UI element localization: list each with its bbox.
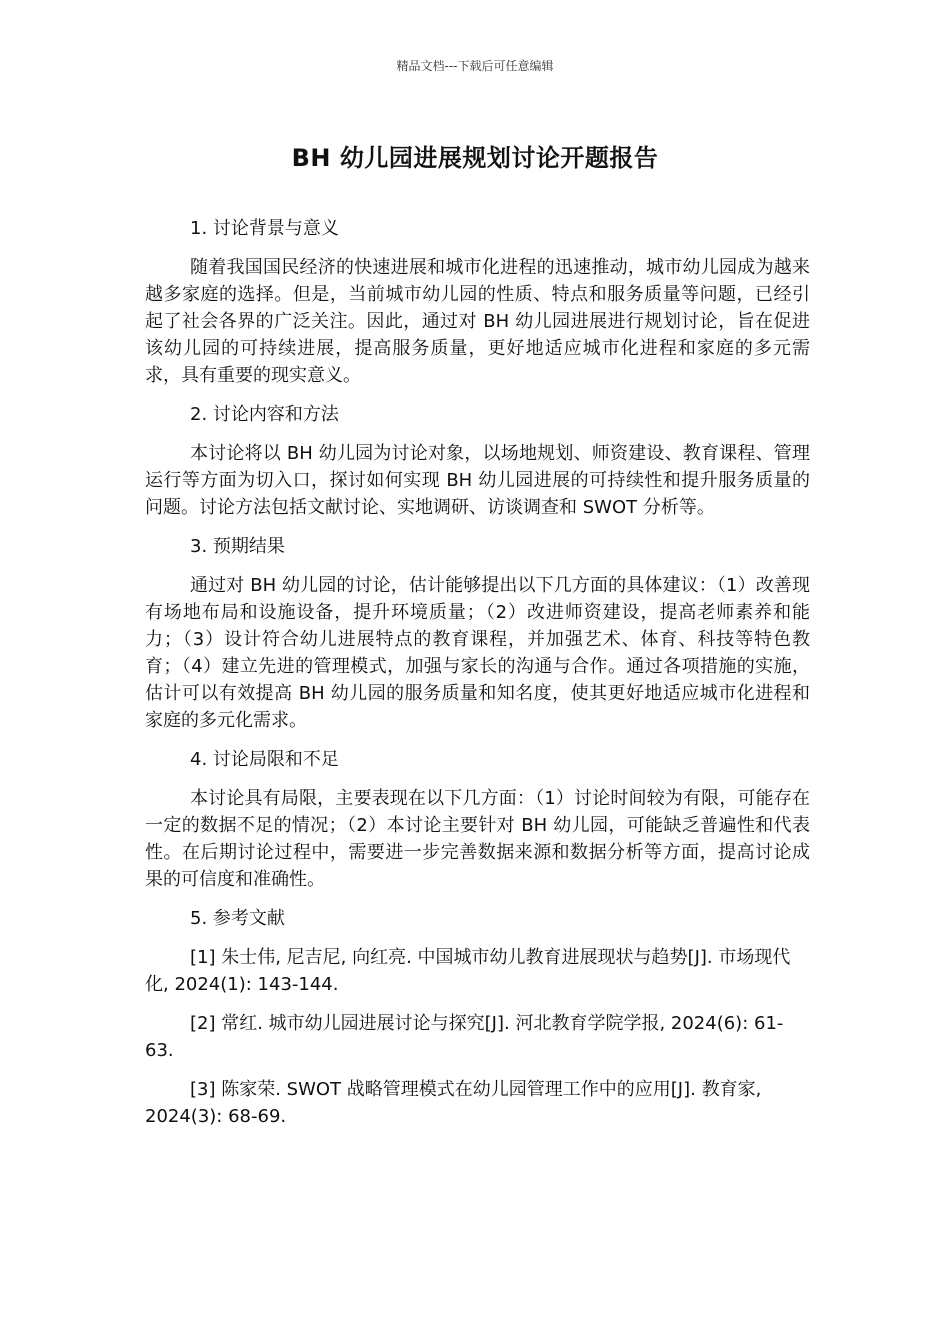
section-body-limitations: 本讨论具有局限，主要表现在以下几方面：（1）讨论时间较为有限，可能存在一定的数据不足的情况；（2）本讨论主要针对 BH 幼儿园，可能缺乏普遍性和代表性。在后期讨论过程中，需要进一步完善数据来源和数据分析等方面，提高讨论成果的可信度和准确性。 <box>145 788 810 890</box>
section-body-expected-results: 通过对 BH 幼儿园的讨论，估计能够提出以下几方面的具体建议：（1）改善现有场地布局和设施设备，提升环境质量；（2）改进师资建设，提高老师素养和能力；（3）设计符合幼儿进展特点的教育课程，并加强艺术、体育、科技等特色教育；（4）建立先进的管理模式，加强与家长的沟通与合作。通过各项措施的实施，估计可以有效提高 BH 幼儿园的服务质量和知名度，使其更好地适应城市化进程和家庭的多元化需求。 <box>145 575 810 731</box>
section-heading-limitations: 4. 讨论局限和不足 <box>190 749 339 770</box>
page-header: 精品文档---下载后可任意编辑 <box>396 59 554 73</box>
document-title: BH 幼儿园进展规划讨论开题报告 <box>291 144 659 172</box>
reference-item: [2] 常红. 城市幼儿园进展讨论与探究[J]. 河北教育学院学报, 2024(6): 61-63. <box>145 1013 784 1061</box>
section-body-content-method: 本讨论将以 BH 幼儿园为讨论对象，以场地规划、师资建设、教育课程、管理运行等方面为切入口，探讨如何实现 BH 幼儿园进展的可持续性和提升服务质量的问题。讨论方法包括文献讨论、实地调研、访谈调查和 SWOT 分析等。 <box>145 443 810 518</box>
section-body-background: 随着我国国民经济的快速进展和城市化进程的迅速推动，城市幼儿园成为越来越多家庭的选择。但是，当前城市幼儿园的性质、特点和服务质量等问题，已经引起了社会各界的广泛关注。因此，通过对 BH 幼儿园进展进行规划讨论，旨在促进该幼儿园的可持续进展，提高服务质量，更好地适应城市化进程和家庭的多元需求，具有重要的现实意义。 <box>145 257 810 386</box>
section-heading-content-method: 2. 讨论内容和方法 <box>190 404 339 425</box>
reference-item: [1] 朱士伟, 尼吉尼, 向红亮. 中国城市幼儿教育进展现状与趋势[J]. 市场现代化, 2024(1): 143-144. <box>145 947 791 995</box>
section-heading-references: 5. 参考文献 <box>190 908 285 929</box>
document-body <box>145 215 810 1142</box>
section-heading-background: 1. 讨论背景与意义 <box>190 218 339 239</box>
section-heading-expected-results: 3. 预期结果 <box>190 536 285 557</box>
reference-item: [3] 陈家荣. SWOT 战略管理模式在幼儿园管理工作中的应用[J]. 教育家, 2024(3): 68-69. <box>145 1079 762 1127</box>
